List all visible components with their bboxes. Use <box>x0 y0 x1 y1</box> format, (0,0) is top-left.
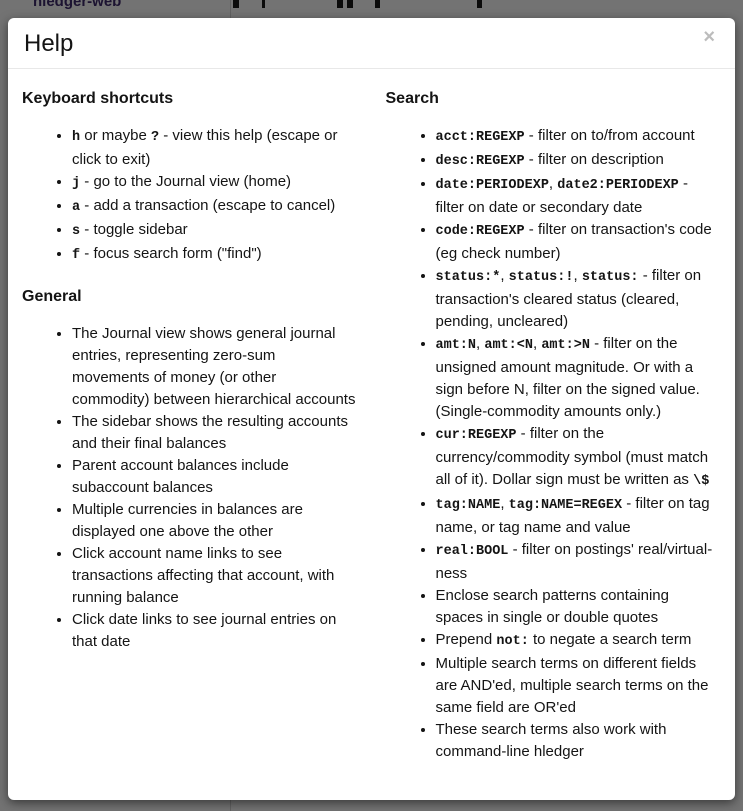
code-snippet: f <box>72 248 81 263</box>
code-snippet: date2:PERIODEXP <box>557 178 679 193</box>
help-item: • s - toggle sidebar <box>72 219 357 243</box>
help-list <box>22 125 357 267</box>
help-item: • The sidebar shows the resulting accounts and their final balances <box>72 411 357 455</box>
help-item: • status:*, status:!, status: - filter on transaction's cleared status (cleared, pending, uncleared) <box>436 265 721 333</box>
code-snippet: tag:NAME <box>435 498 501 513</box>
help-item: • f - focus search form ("find") <box>72 243 357 267</box>
help-item: • Parent account balances include subaccount balances <box>72 455 357 499</box>
section-heading-search: Search <box>385 90 439 107</box>
code-snippet: cur:REGEXP <box>435 428 517 443</box>
help-item: • acct:REGEXP - filter on to/from account <box>436 125 721 149</box>
help-modal <box>8 18 735 800</box>
help-item: • tag:NAME, tag:NAME=REGEX - filter on tag name, or tag name and value <box>436 493 721 539</box>
help-item: • Multiple search terms on different fields are AND'ed, multiple search terms on the same field are OR'ed <box>436 653 721 719</box>
help-list <box>386 125 721 763</box>
close-icon: × <box>703 26 715 48</box>
code-snippet: status: <box>581 270 639 285</box>
help-item: • amt:N, amt:<N, amt:>N - filter on the unsigned amount magnitude. Or with a sign before N, filter on the signed value. (Single-commodity amounts only.) <box>436 333 721 423</box>
help-item: • desc:REGEXP - filter on description <box>436 149 721 173</box>
modal-title: Help <box>24 30 74 57</box>
code-snippet: real:BOOL <box>435 544 509 559</box>
help-item: • Multiple currencies in balances are displayed one above the other <box>72 499 357 543</box>
help-list <box>22 323 357 653</box>
modal-body <box>8 69 735 770</box>
section-heading-keyboard-shortcuts: Keyboard shortcuts <box>22 90 174 107</box>
help-item: • cur:REGEXP - filter on the currency/commodity symbol (must match all of it). Dollar sign must be written as \$ <box>436 423 721 493</box>
help-item: • real:BOOL - filter on postings' real/virtual-ness <box>436 539 721 585</box>
help-item: • Enclose search patterns containing spaces in single or double quotes <box>436 585 721 629</box>
help-column-right <box>372 69 736 770</box>
code-snippet: a <box>72 200 81 215</box>
code-snippet: amt:>N <box>541 338 590 353</box>
code-snippet: amt:N <box>435 338 477 353</box>
code-snippet: s <box>72 224 81 239</box>
help-item: • date:PERIODEXP, date2:PERIODEXP - filter on date or secondary date <box>436 173 721 219</box>
help-item: • Click date links to see journal entries on that date <box>72 609 357 653</box>
help-item: • Prepend not: to negate a search term <box>436 629 721 653</box>
help-item: • code:REGEXP - filter on transaction's code (eg check number) <box>436 219 721 265</box>
help-item: • Click account name links to see transactions affecting that account, with running balance <box>72 543 357 609</box>
close-button[interactable] <box>699 23 719 51</box>
code-snippet: amt:<N <box>484 338 533 353</box>
code-snippet: h <box>72 130 81 145</box>
section-heading-general: General <box>22 288 82 305</box>
code-snippet: acct:REGEXP <box>435 130 525 145</box>
code-snippet: not: <box>496 634 529 649</box>
code-snippet: status:! <box>508 270 574 285</box>
code-snippet: \$ <box>693 474 710 489</box>
code-snippet: status:* <box>435 270 501 285</box>
help-item: • a - add a transaction (escape to cancel) <box>72 195 357 219</box>
help-column-left <box>8 69 372 770</box>
modal-header <box>8 18 735 69</box>
help-item: • h or maybe ? - view this help (escape or click to exit) <box>72 125 357 171</box>
code-snippet: desc:REGEXP <box>435 154 525 169</box>
code-snippet: ? <box>150 130 160 145</box>
code-snippet: date:PERIODEXP <box>435 178 549 193</box>
code-snippet: j <box>72 176 81 191</box>
help-item: • j - go to the Journal view (home) <box>72 171 357 195</box>
help-item: • The Journal view shows general journal entries, representing zero-sum movements of money (or other commodity) between hierarchical accounts <box>72 323 357 411</box>
code-snippet: code:REGEXP <box>435 224 525 239</box>
help-item: • These search terms also work with command-line hledger <box>436 719 721 763</box>
code-snippet: tag:NAME=REGEX <box>508 498 623 513</box>
